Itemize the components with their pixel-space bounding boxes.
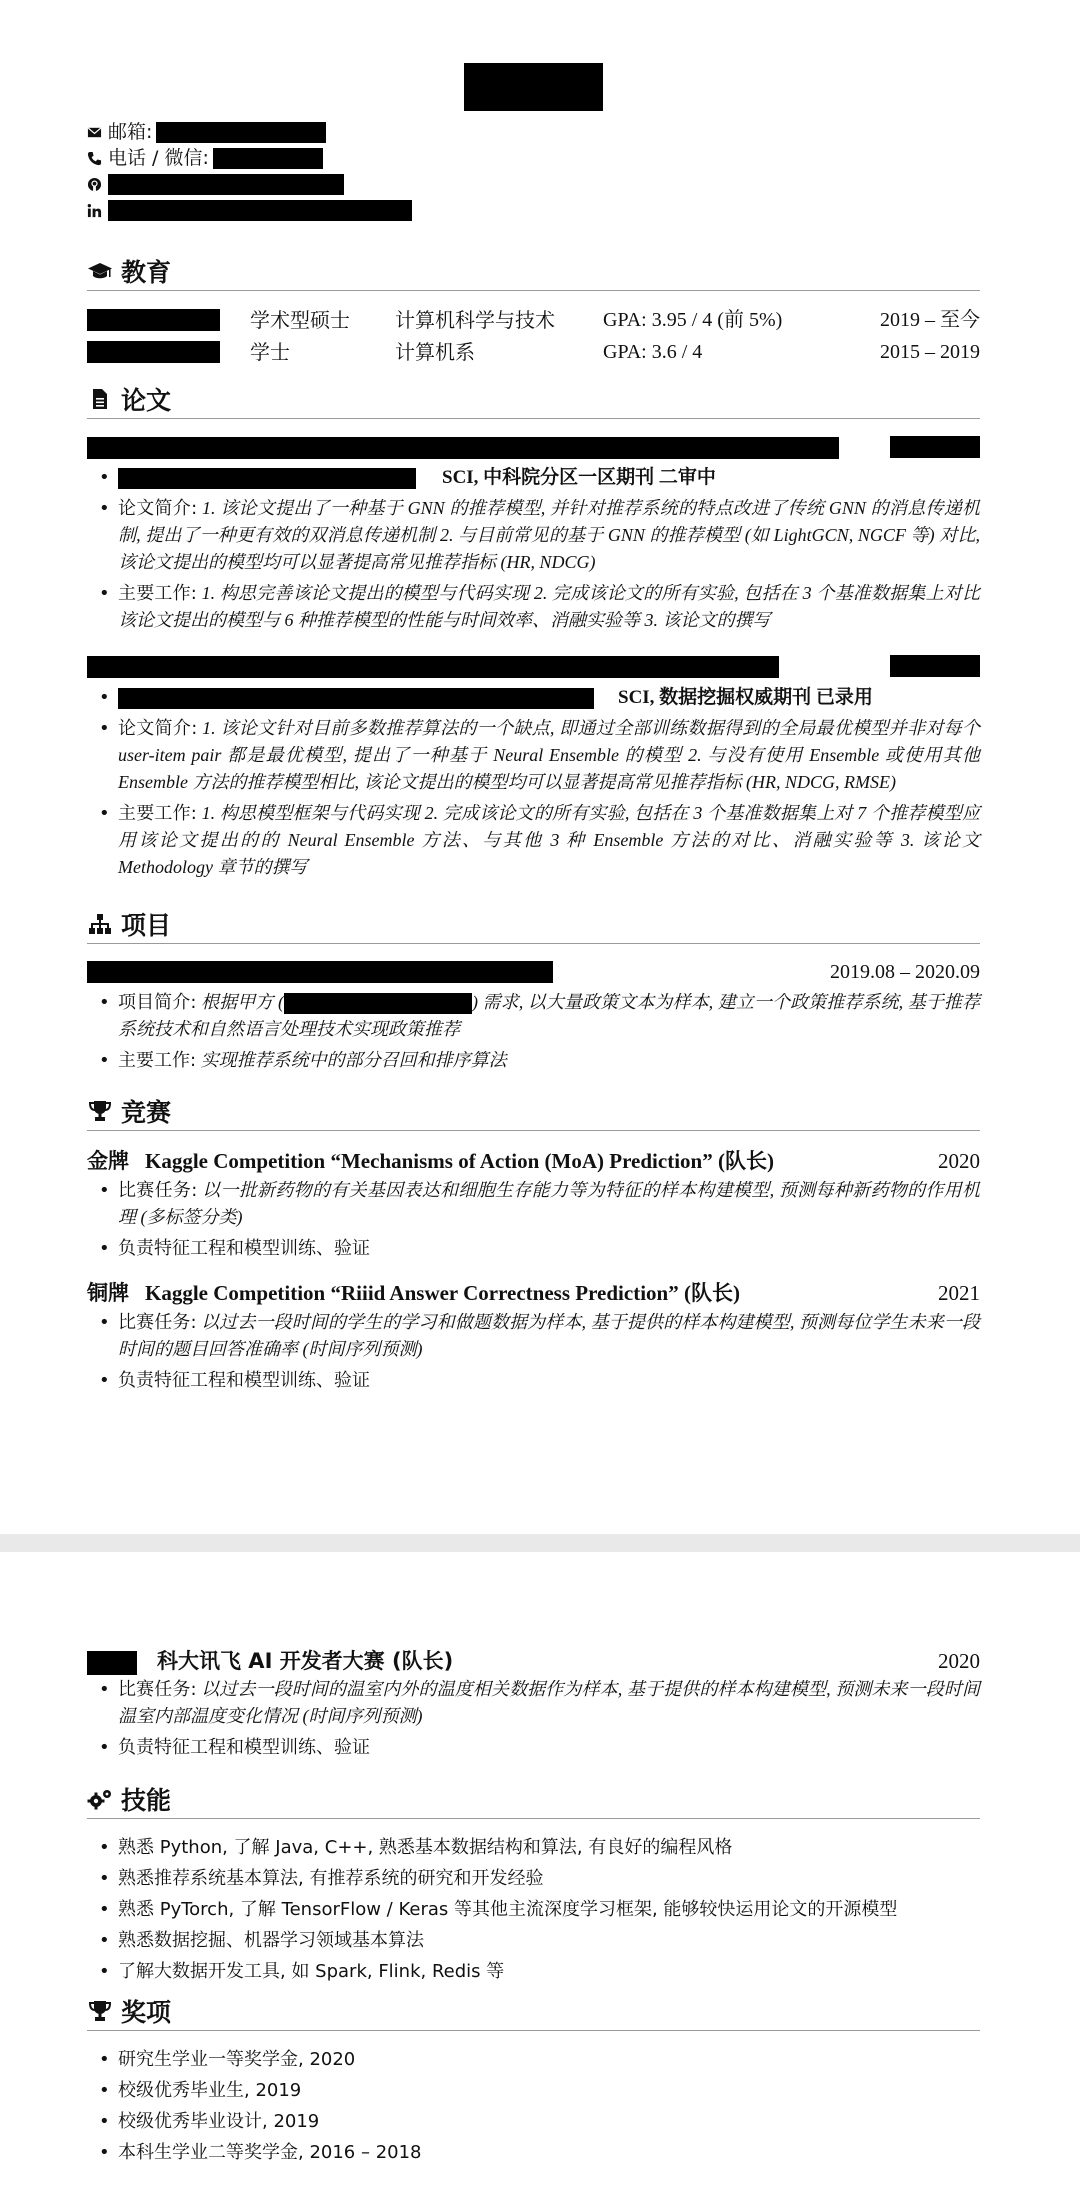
competitions-section-title [87, 1092, 980, 1131]
skill-text: 了解大数据开发工具, 如 Spark, Flink, Redis 等 [118, 1961, 505, 1982]
duty-text: 负责特征工程和模型训练、验证 [118, 1737, 370, 1758]
paper-title-redacted [87, 437, 839, 459]
paper-venue-item [87, 464, 980, 491]
paper-work: 1. 构思模型框架与代码实现 2. 完成该论文的所有实验, 包括在 3 个基准数据集上对 7 个推荐模型应用该论文提出的的 Neural Ensemble 方法、与其他 3 种 Ensemble 方法的对比、消融实验等 3. 该论文 Methodology 章节的撰写 [118, 803, 980, 877]
paper-venue-item [87, 684, 980, 711]
award-text: 校级优秀毕业生, 2019 [118, 2080, 302, 2101]
authors-redacted [118, 688, 594, 709]
skill-item [87, 1927, 980, 1954]
competition-name: 科大讯飞 AI 开发者大赛 (队长) [157, 1649, 454, 1673]
graduation-cap-icon [87, 258, 113, 284]
competition-name: Kaggle Competition “Riiid Answer Correctness Prediction” (队长) [145, 1281, 740, 1305]
task-label: 比赛任务: [118, 1679, 197, 1700]
competition-name: Kaggle Competition “Mechanisms of Action (MoA) Prediction” (队长) [145, 1149, 774, 1173]
skill-item [87, 1865, 980, 1892]
phone-icon [87, 151, 102, 166]
project-work-label: 主要工作: [118, 1050, 197, 1071]
github-icon [87, 177, 102, 192]
papers-section-title [87, 380, 980, 419]
award-text: 研究生学业一等奖学金, 2020 [118, 2049, 356, 2070]
awards-section-title [87, 1992, 980, 2031]
projects-title-text: 项目 [121, 911, 172, 940]
paper-work-label: 主要工作: [118, 583, 197, 604]
edu-date: 2019 – 至今 [880, 309, 980, 331]
skill-text: 熟悉推荐系统基本算法, 有推荐系统的研究和开发经验 [118, 1868, 544, 1889]
competition-3-bullets [87, 1676, 980, 1765]
project-work-item [87, 1047, 980, 1074]
skill-item [87, 1896, 980, 1923]
skills-section-title [87, 1780, 980, 1819]
skills-list [87, 1834, 980, 1989]
paper-intro-label: 论文简介: [118, 498, 198, 519]
competition-task-item [87, 1177, 980, 1231]
contact-linkedin [87, 198, 412, 222]
school-redacted [87, 341, 220, 363]
gpa: GPA: 3.95 / 4 (前 5%) [603, 309, 783, 331]
linkedin-redacted[interactable] [108, 200, 412, 221]
project-intro-label: 项目简介: [118, 992, 197, 1013]
award-item [87, 2139, 980, 2166]
medal: 金牌 [87, 1149, 129, 1173]
paper-2-bullets [87, 684, 980, 885]
skill-text: 熟悉 Python, 了解 Java, C++, 熟悉基本数据结构和算法, 有良好的编程风格 [118, 1837, 733, 1858]
name-redacted [464, 63, 603, 111]
papers-title-text: 论文 [121, 386, 172, 415]
competitions-title-text: 竞赛 [121, 1098, 172, 1127]
document-icon [87, 386, 113, 412]
project-work: 实现推荐系统中的部分召回和排序算法 [200, 1050, 507, 1070]
email-redacted [156, 122, 326, 143]
phone-label: 电话 / 微信: [108, 147, 209, 169]
gears-icon [87, 1786, 113, 1812]
paper-1-bullets [87, 464, 980, 638]
project-bullets [87, 989, 980, 1078]
task-text: 以过去一段时间的学生的学习和做题数据为样本, 基于提供的样本构建模型, 预测每位学生未来一段时间的题目回答准确率 (时间序列预测) [118, 1312, 981, 1359]
contact-email [87, 120, 326, 144]
awards-title-text: 奖项 [121, 1998, 172, 2027]
education-section-title [87, 252, 980, 291]
paper-intro: 1. 该论文针对目前多数推荐算法的一个缺点, 即通过全部训练数据得到的全局最优模型并非对每个 user-item pair 都是最优模型, 提出了一种基于 Neural Ensemble 的模型 2. 与没有使用 Ensemble 或使用其他 Ensemble 方法的推荐模型相比, 该论文提出的模型均可以显著提高常见推荐指标 (HR, NDCG, RMSE) [118, 718, 980, 792]
paper-date-redacted [890, 436, 980, 458]
linkedin-icon [87, 203, 102, 218]
duty-text: 负责特征工程和模型训练、验证 [118, 1370, 370, 1391]
task-text: 以一批新药物的有关基因表达和细胞生存能力等为特征的样本构建模型, 预测每种新药物的作用机理 (多标签分类) [118, 1180, 980, 1227]
trophy-icon [87, 1998, 113, 2024]
github-redacted[interactable] [108, 174, 344, 195]
task-label: 比赛任务: [118, 1180, 198, 1201]
degree: 学士 [250, 340, 290, 364]
awards-list [87, 2046, 980, 2170]
award-item [87, 2046, 980, 2073]
client-redacted [284, 993, 472, 1014]
competition-1-title [87, 1146, 980, 1176]
skill-text: 熟悉 PyTorch, 了解 TensorFlow / Keras 等其他主流深度学习框架, 能够较快运用论文的开源模型 [118, 1899, 898, 1920]
competition-year: 2020 [938, 1149, 980, 1173]
competition-1-bullets [87, 1177, 980, 1266]
contact-phone [87, 146, 323, 170]
paper-venue: SCI, 数据挖掘权威期刊 已录用 [618, 687, 873, 708]
task-text: 以过去一段时间的温室内外的温度相关数据作为样本, 基于提供的样本构建模型, 预测未来一段时间温室内部温度变化情况 (时间序列预测) [118, 1679, 981, 1726]
sitemap-icon [87, 911, 113, 937]
paper-date-redacted [890, 655, 980, 677]
gpa: GPA: 3.6 / 4 [603, 341, 703, 363]
page-separator [0, 1534, 1080, 1552]
competition-3-title [87, 1646, 980, 1676]
competition-2-title [87, 1278, 980, 1308]
competition-task-item [87, 1676, 980, 1730]
competition-task-item [87, 1309, 980, 1363]
paper-intro-item [87, 495, 980, 576]
school-redacted [87, 309, 220, 331]
edu-date: 2015 – 2019 [880, 341, 980, 363]
paper-intro-item [87, 715, 980, 796]
competition-year: 2021 [938, 1281, 980, 1305]
project-intro-item [87, 989, 980, 1043]
authors-redacted [118, 468, 416, 489]
project-intro-b: ) 需求, 以大量政策文本为样本, 建立一个政策推荐系统, 基于推荐系统技术和自然语言处理技术实现政策推荐 [118, 992, 980, 1039]
projects-section-title [87, 905, 980, 944]
paper-work-item [87, 580, 980, 634]
award-text: 校级优秀毕业设计, 2019 [118, 2111, 320, 2132]
medal: 铜牌 [87, 1281, 129, 1305]
skill-item [87, 1958, 980, 1985]
duty-text: 负责特征工程和模型训练、验证 [118, 1238, 370, 1259]
phone-redacted [213, 148, 323, 169]
resume-page-2 [0, 1552, 1080, 2194]
paper-work-item [87, 800, 980, 881]
medal-redacted [87, 1651, 137, 1675]
skill-text: 熟悉数据挖掘、机器学习领域基本算法 [118, 1930, 424, 1951]
paper-intro: 1. 该论文提出了一种基于 GNN 的推荐模型, 并针对推荐系统的特点改进了传统 GNN 的消息传递机制, 提出了一种更有效的双消息传递机制 2. 与目前常见的基于 GNN 的推荐模型 (如 LightGCN, NGCF 等) 对比, 该论文提出的模型均可以显著提高常见推荐指标 (HR, NDCG) [118, 498, 980, 572]
paper-intro-label: 论文简介: [118, 718, 198, 739]
paper-work: 1. 构思完善该论文提出的模型与代码实现 2. 完成该论文的所有实验, 包括在 3 个基准数据集上对比该论文提出的模型与 6 种推荐模型的性能与时间效率、消融实验等 3. 该论文的撰写 [118, 583, 980, 630]
competition-2-bullets [87, 1309, 980, 1398]
paper-work-label: 主要工作: [118, 803, 197, 824]
project-name-redacted [87, 961, 553, 983]
skills-title-text: 技能 [121, 1786, 172, 1815]
project-date: 2019.08 – 2020.09 [830, 961, 980, 983]
major: 计算机科学与技术 [395, 308, 555, 332]
project-intro-a: 根据甲方 ( [201, 992, 284, 1012]
major: 计算机系 [395, 340, 475, 364]
contact-github [87, 172, 344, 196]
competition-duty-item [87, 1235, 980, 1262]
education-row [87, 306, 980, 334]
competition-duty-item [87, 1734, 980, 1761]
competition-year: 2020 [938, 1649, 980, 1673]
envelope-icon [87, 125, 102, 140]
skill-item [87, 1834, 980, 1861]
paper-venue: SCI, 中科院分区一区期刊 二审中 [442, 467, 716, 488]
degree: 学术型硕士 [250, 308, 350, 332]
task-label: 比赛任务: [118, 1312, 197, 1333]
award-text: 本科生学业二等奖学金, 2016 – 2018 [118, 2142, 422, 2163]
award-item [87, 2077, 980, 2104]
education-row [87, 338, 980, 366]
email-label: 邮箱: [108, 121, 153, 143]
competition-duty-item [87, 1367, 980, 1394]
award-item [87, 2108, 980, 2135]
education-title-text: 教育 [121, 258, 172, 287]
trophy-icon [87, 1098, 113, 1124]
paper-title-redacted [87, 656, 779, 678]
